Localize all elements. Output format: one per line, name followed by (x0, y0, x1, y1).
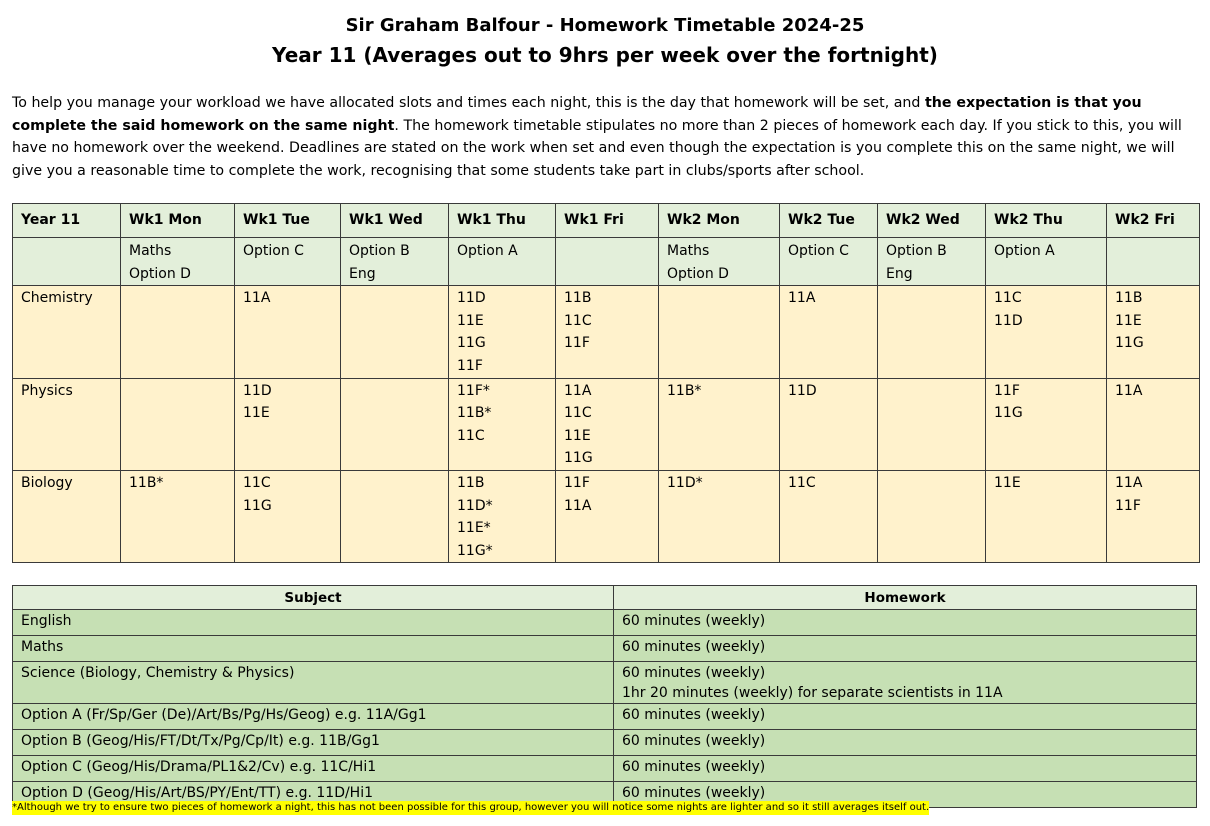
class-group: 11E (243, 405, 270, 422)
timetable-cell (878, 378, 986, 470)
timetable-header-cell: Wk1 Thu (449, 204, 556, 238)
class-group: 11D* (457, 497, 493, 514)
class-group: 11C (788, 474, 816, 491)
options-cell (1107, 238, 1200, 286)
timetable-cell (1107, 378, 1200, 470)
homework-line: 60 minutes (weekly) (622, 639, 766, 655)
homework-line: 60 minutes (weekly) (622, 759, 766, 775)
timetable-cell (449, 378, 556, 470)
intro-paragraph (12, 92, 1200, 182)
timetable-cell (878, 470, 986, 562)
homework-subject: Option B (Geog/His/FT/Dt/Tx/Pg/Cp/It) e.g. 11B/Gg1 (13, 730, 614, 756)
homework-subject: Option D (Geog/His/Art/BS/PY/Ent/TT) e.g. 11D/Hi1 (13, 782, 614, 808)
timetable-header-cell: Wk2 Mon (659, 204, 780, 238)
page-title: Sir Graham Balfour - Homework Timetable 2024-25 (345, 15, 865, 36)
class-group: 11C (564, 312, 592, 329)
class-group: 11G (243, 497, 272, 514)
homework-row (13, 704, 1197, 730)
class-group: 11F (457, 357, 483, 374)
timetable-cell (341, 286, 449, 378)
homework-duration (614, 704, 1197, 730)
subject-label: Chemistry (13, 286, 121, 378)
option-label: Maths (667, 243, 710, 259)
homework-subject: Maths (13, 636, 614, 662)
option-label: Option D (129, 265, 191, 282)
option-label: Eng (886, 265, 913, 282)
options-cell (121, 238, 235, 286)
timetable-row-physics (13, 378, 1200, 470)
option-label: Eng (349, 265, 376, 282)
class-group: 11D (788, 382, 817, 399)
timetable (12, 203, 1200, 563)
class-group: 11G (564, 450, 593, 467)
class-group: 11B (564, 290, 592, 307)
homework-row (13, 730, 1197, 756)
options-cell (780, 238, 878, 286)
option-label: Option B (349, 243, 410, 259)
class-group: 11E (457, 312, 484, 329)
timetable-cell (659, 470, 780, 562)
timetable-cell (449, 286, 556, 378)
homework-duration (614, 756, 1197, 782)
timetable-cell (986, 470, 1107, 562)
timetable-header-cell: Wk2 Wed (878, 204, 986, 238)
class-group: 11F (564, 335, 590, 352)
timetable-cell (341, 378, 449, 470)
timetable-cell (659, 378, 780, 470)
timetable-header-cell: Wk1 Wed (341, 204, 449, 238)
class-group: 11D (457, 290, 486, 307)
class-group: 11C (564, 405, 592, 422)
options-cell (235, 238, 341, 286)
class-group: 11D (994, 312, 1023, 329)
class-group: 11E (994, 474, 1021, 491)
homework-header: Homework (614, 586, 1197, 610)
timetable-cell (121, 470, 235, 562)
homework-line: 60 minutes (weekly) (622, 733, 766, 749)
class-group: 11C (243, 474, 271, 491)
homework-subject: Option C (Geog/His/Drama/PL1&2/Cv) e.g. 11C/Hi1 (13, 756, 614, 782)
timetable-cell (659, 286, 780, 378)
class-group: 11B* (457, 405, 492, 422)
option-label: Option C (243, 243, 304, 259)
timetable-cell (556, 378, 659, 470)
homework-duration (614, 662, 1197, 704)
class-group: 11G (994, 405, 1023, 422)
subject-header: Subject (13, 586, 614, 610)
timetable-cell (878, 286, 986, 378)
timetable-row-biology (13, 470, 1200, 562)
homework-duration (614, 636, 1197, 662)
subject-label: Biology (13, 470, 121, 562)
class-group: 11B (1115, 290, 1143, 307)
class-group: 11B (457, 474, 485, 491)
class-group: 11G (1115, 335, 1144, 352)
timetable-cell (556, 470, 659, 562)
class-group: 11A (564, 497, 592, 514)
homework-table (12, 585, 1197, 808)
class-group: 11E (564, 427, 591, 444)
class-group: 11F (564, 474, 590, 491)
option-label: Maths (129, 243, 172, 259)
homework-subject: Option A (Fr/Sp/Ger (De)/Art/Bs/Pg/Hs/Geog) e.g. 11A/Gg1 (13, 704, 614, 730)
homework-duration (614, 730, 1197, 756)
timetable-cell (780, 286, 878, 378)
option-label: Option C (788, 243, 849, 259)
timetable-cell (556, 286, 659, 378)
homework-line: 60 minutes (weekly) (622, 665, 766, 681)
timetable-cell (341, 470, 449, 562)
class-group: 11A (564, 382, 592, 399)
homework-row (13, 756, 1197, 782)
homework-row (13, 610, 1197, 636)
timetable-options-row (13, 238, 1200, 286)
option-label: Option D (667, 265, 729, 282)
homework-line: 60 minutes (weekly) (622, 707, 766, 723)
class-group: 11C (994, 290, 1022, 307)
homework-header-row (13, 586, 1197, 610)
options-cell (878, 238, 986, 286)
class-group: 11A (1115, 474, 1143, 491)
footnote: *Although we try to ensure two pieces of homework a night, this has not been possible for this group, however you will notice some nights are lighter and so it still averages itself out. (12, 802, 930, 813)
class-group: 11A (788, 290, 816, 307)
homework-line: 60 minutes (weekly) (622, 785, 766, 801)
intro-text-2: . The homework timetable stipulates no more than 2 pieces of homework each day. If you stick to this, you will have no homework over the weekend. Deadlines are stated on the work when set and even though the expectation is you complete this on the same night, we will give you a reasonable time to complete the work, recognising that some students take part in clubs/sports after school. (12, 117, 1182, 179)
page-subtitle: Year 11 (Averages out to 9hrs per week over the fortnight) (272, 43, 938, 67)
timetable-cell (235, 286, 341, 378)
class-group: 11B* (667, 382, 702, 399)
class-group: 11G (457, 335, 486, 352)
timetable-cell (1107, 470, 1200, 562)
option-label: Option A (457, 243, 518, 259)
timetable-cell (235, 378, 341, 470)
class-group: 11A (243, 290, 271, 307)
class-group: 11G* (457, 542, 493, 559)
timetable-header-cell: Wk1 Tue (235, 204, 341, 238)
options-cell (659, 238, 780, 286)
timetable-cell (986, 378, 1107, 470)
class-group: 11E* (457, 520, 491, 537)
class-group: 11B* (129, 474, 164, 491)
class-group: 11F (994, 382, 1020, 399)
timetable-header-cell: Year 11 (13, 204, 121, 238)
intro-text-1: To help you manage your workload we have allocated slots and times each night, this is the day that homework will be set, and (12, 95, 925, 111)
options-cell (13, 238, 121, 286)
options-cell (449, 238, 556, 286)
timetable-row-chemistry (13, 286, 1200, 378)
timetable-header-cell: Wk2 Fri (1107, 204, 1200, 238)
timetable-cell (235, 470, 341, 562)
timetable-cell (121, 286, 235, 378)
timetable-header-cell: Wk2 Thu (986, 204, 1107, 238)
subject-label: Physics (13, 378, 121, 470)
homework-subject: Science (Biology, Chemistry & Physics) (13, 662, 614, 704)
timetable-header-cell: Wk1 Mon (121, 204, 235, 238)
class-group: 11C (457, 427, 485, 444)
options-cell (986, 238, 1107, 286)
intro-bold-text: the expectation is that you complete the said homework on the same night (12, 95, 1142, 134)
timetable-cell (449, 470, 556, 562)
timetable-header-cell: Wk1 Fri (556, 204, 659, 238)
homework-duration (614, 610, 1197, 636)
homework-line: 1hr 20 minutes (weekly) for separate scientists in 11A (622, 685, 1003, 701)
class-group: 11F (1115, 497, 1141, 514)
class-group: 11F* (457, 382, 490, 399)
homework-row (13, 662, 1197, 704)
timetable-header-cell: Wk2 Tue (780, 204, 878, 238)
homework-line: 60 minutes (weekly) (622, 613, 766, 629)
class-group: 11D (243, 382, 272, 399)
timetable-header-row (13, 204, 1200, 238)
homework-row (13, 636, 1197, 662)
options-cell (341, 238, 449, 286)
option-label: Option B (886, 243, 947, 259)
timetable-cell (780, 378, 878, 470)
option-label: Option A (994, 243, 1055, 259)
class-group: 11D* (667, 474, 703, 491)
timetable-cell (121, 378, 235, 470)
class-group: 11E (1115, 312, 1142, 329)
timetable-cell (780, 470, 878, 562)
homework-subject: English (13, 610, 614, 636)
timetable-cell (1107, 286, 1200, 378)
timetable-cell (986, 286, 1107, 378)
options-cell (556, 238, 659, 286)
class-group: 11A (1115, 382, 1143, 399)
